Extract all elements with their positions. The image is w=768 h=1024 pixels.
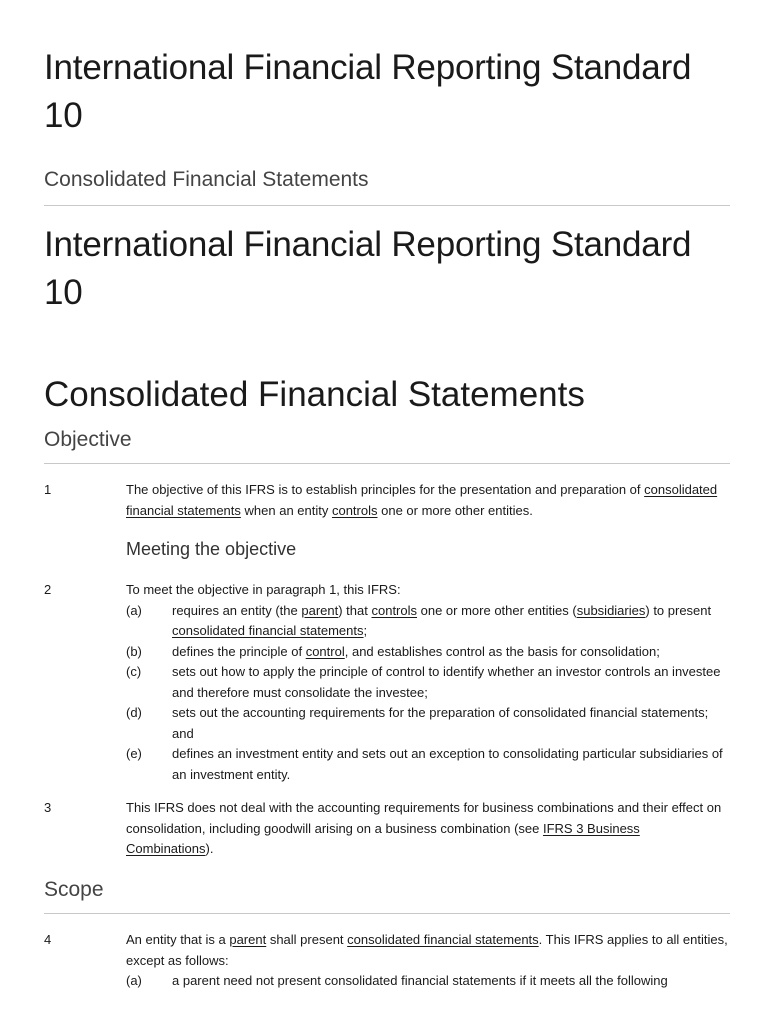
header-subtitle: Consolidated Financial Statements [44,168,369,191]
paragraph-text [126,480,730,521]
list-label: (e) [126,746,142,761]
link-parent[interactable]: parent [301,602,339,618]
list-item-c [126,662,730,703]
text-run: when an entity [240,502,332,518]
paragraph-4 [44,930,730,992]
paragraph-text [126,580,730,785]
link-consolidated-financial-statements[interactable]: consolidated financial statements [347,932,539,947]
text-run: one or more other entities ( [417,602,577,618]
list-text: defines an investment entity and sets out an exception to consolidating particular subsidiaries of an investment entity. [172,746,723,782]
objective-divider [44,463,730,464]
text-run: . This IFRS applies to all entities, except as follows: [126,932,728,968]
text-run: ) to present [645,602,712,618]
objective-heading: Objective [44,428,132,451]
paragraph-number: 4 [44,932,52,947]
text-run: shall present [266,932,348,947]
text-run: ) that [338,602,372,618]
list-text: a parent need not present consolidated financial statements if it meets all the following [172,973,668,988]
list-item-a [126,971,730,992]
paragraph-1 [44,480,730,521]
link-controls[interactable]: controls [371,602,418,618]
list-label: (c) [126,664,142,679]
header-title: International Financial Reporting Standard 10 [44,48,692,135]
paragraph-number: 3 [44,800,52,815]
text-run: one or more other entities. [377,502,533,518]
link-controls[interactable]: controls [331,502,378,518]
link-consolidated-financial-statements[interactable]: consolidated financial statements [172,623,364,638]
list-item-b [126,642,730,663]
paragraph-3 [44,798,730,860]
text-run: defines the principle of [172,643,306,659]
list-label: (a) [126,973,142,988]
paragraph-number: 1 [44,482,52,497]
text-run: requires an entity (the [172,602,302,618]
list-item-d [126,703,730,744]
text-run: An entity that is a [126,932,230,947]
link-subsidiaries[interactable]: subsidiaries [576,602,646,618]
paragraph-number: 2 [44,582,52,597]
text-run: , and establishes control as the basis for consolidation; [344,643,660,659]
link-consolidated-financial-statements[interactable]: consolidated financial statements [126,482,718,518]
paragraph-intro: To meet the objective in paragraph 1, this IFRS: [126,582,401,597]
list-text: sets out the accounting requirements for the preparation of consolidated financial statements; and [172,705,709,741]
text-run: This IFRS does not deal with the accounting requirements for business combinations and their effect on consolidation, including goodwill arising on a business combination (see [126,800,722,836]
meeting-objective-heading: Meeting the objective [126,539,297,559]
list-label: (d) [126,705,142,720]
document-heading: Consolidated Financial Statements [44,375,585,414]
document-title: International Financial Reporting Standard 10 [44,225,692,312]
paragraph-text [126,798,730,860]
text-run: ; [363,623,368,638]
list-item-e [126,744,730,785]
scope-heading: Scope [44,878,104,901]
list-item-a [126,601,730,642]
paragraph-2 [44,580,730,785]
link-control[interactable]: control [305,643,345,659]
text-run: ). [205,841,214,856]
list-text: sets out how to apply the principle of control to identify whether an investor controls an investee and therefore must consolidate the investee; [172,664,721,700]
text-run: The objective of this IFRS is to establish principles for the presentation and preparation of [126,482,645,497]
scope-divider [44,913,730,914]
header-divider [44,205,730,206]
list-label: (a) [126,602,142,618]
paragraph-text [126,930,730,992]
link-ifrs-3[interactable]: IFRS 3 Business Combinations [126,820,640,856]
list-label: (b) [126,643,142,659]
link-parent[interactable]: parent [229,932,267,947]
